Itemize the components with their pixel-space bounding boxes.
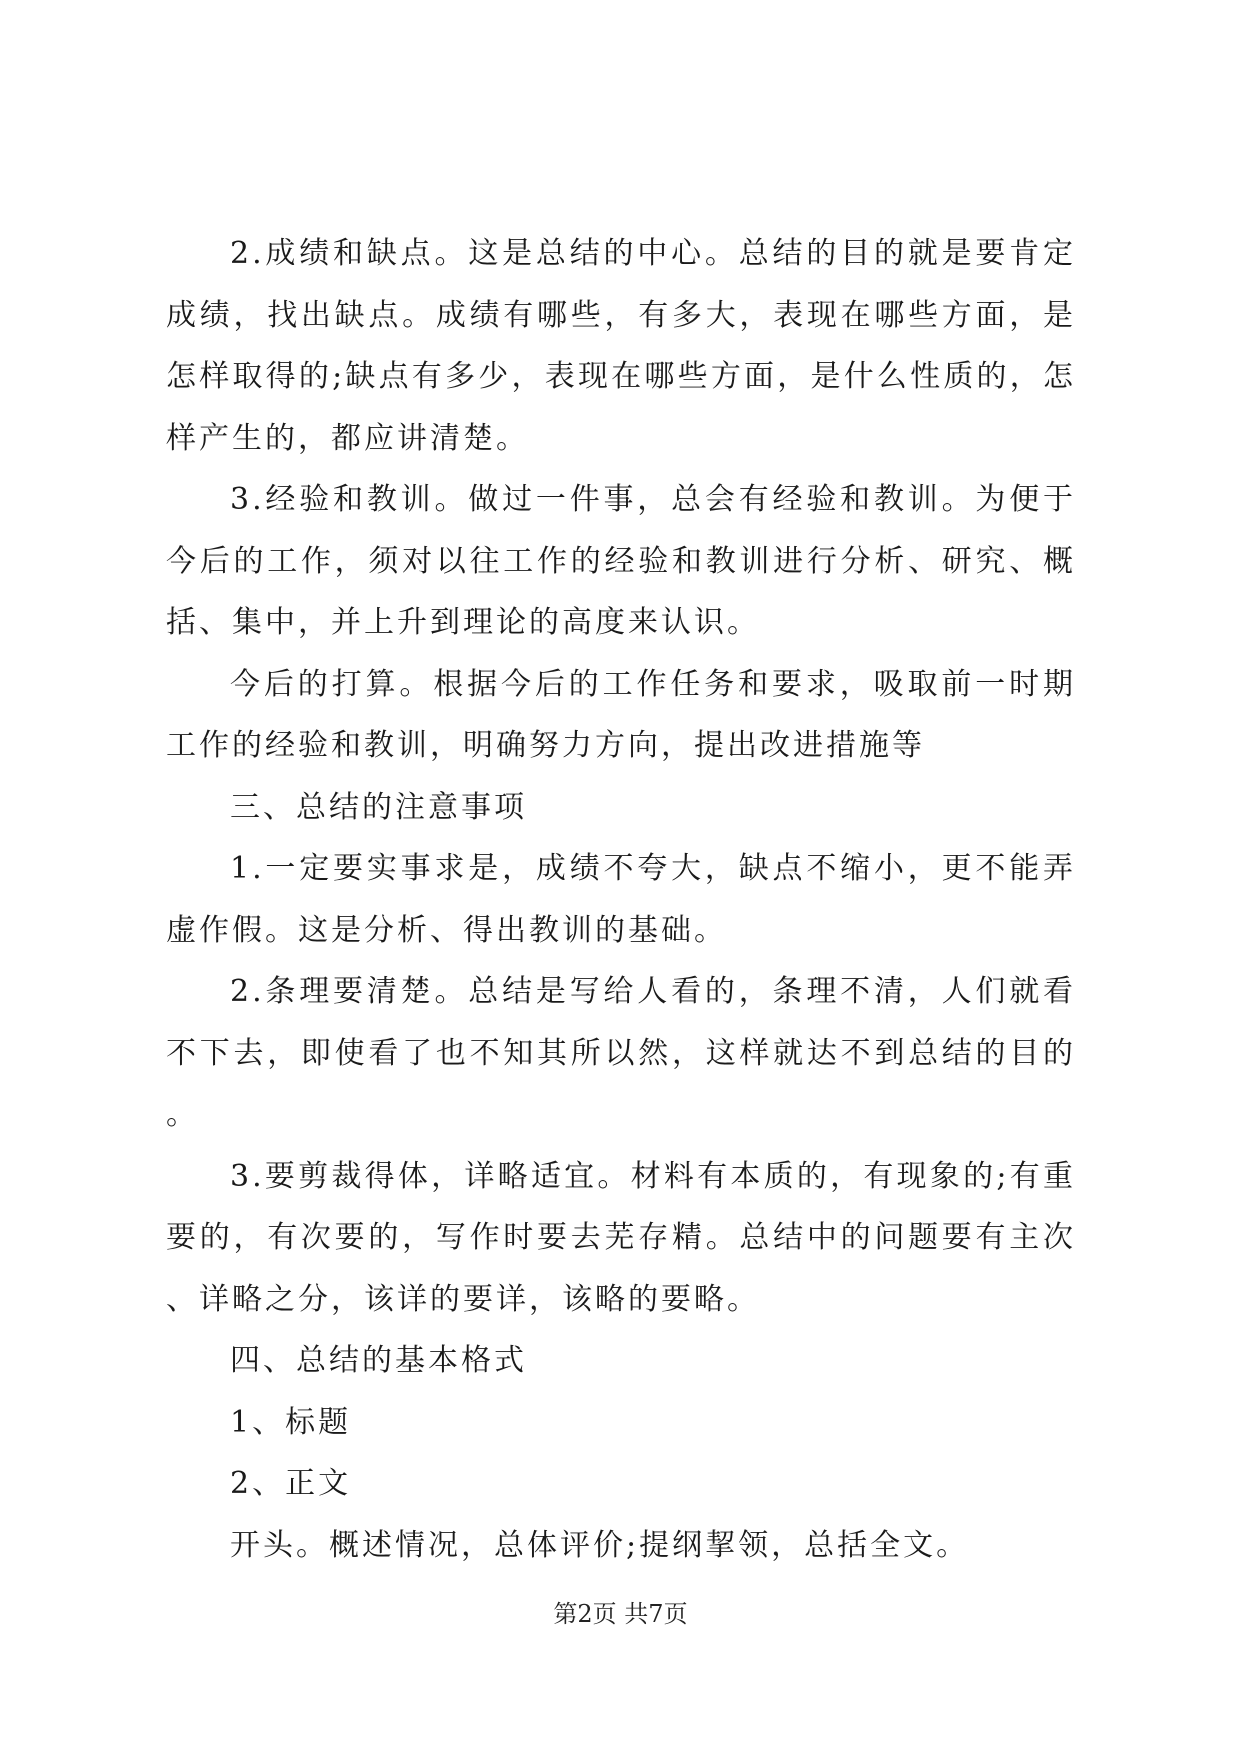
paragraph-future-plans: 今后的打算。根据今后的工作任务和要求，吸取前一时期工作的经验和教训，明确努力方向，提出改进措施等: [166, 666, 1076, 763]
paragraph-note-clear-structure: 2.条理要清楚。总结是写给人看的，条理不清，人们就看不下去，即使看了也不知其所以然，这样就达不到总结的目的。: [166, 974, 1076, 1132]
paragraph-achievements-shortcomings: 2.成绩和缺点。这是总结的中心。总结的目的就是要肯定成绩，找出缺点。成绩有哪些，有多大，表现在哪些方面，是怎样取得的;缺点有多少，表现在哪些方面，是什么性质的，怎样产生的，都应讲清楚。: [166, 236, 1076, 456]
list-item-title: 1、标题: [230, 1404, 352, 1440]
document-body: [166, 223, 1076, 1576]
section-heading-notes: 三、总结的注意事项: [230, 789, 527, 825]
paragraph-experience-lessons: 3.经验和教训。做过一件事，总会有经验和教训。为便于今后的工作，须对以往工作的经验和教训进行分析、研究、概括、集中，并上升到理论的高度来认识。: [166, 482, 1076, 640]
paragraph-note-appropriate-detail: 3.要剪裁得体，详略适宜。材料有本质的，有现象的;有重要的，有次要的，写作时要去芜存精。总结中的问题要有主次、详略之分，该详的要详，该略的要略。: [166, 1158, 1076, 1317]
paragraph-opening: 开头。概述情况，总体评价;提纲挈领，总括全文。: [230, 1527, 970, 1563]
section-heading-basic-format: 四、总结的基本格式: [230, 1343, 527, 1378]
paragraph-note-truthful: 1.一定要实事求是，成绩不夸大，缺点不缩小，更不能弄虚作假。这是分析、得出教训的基础。: [166, 851, 1076, 948]
list-item-body: 2、正文: [230, 1466, 352, 1501]
page-number-footer: 第2页 共7页: [553, 1600, 688, 1628]
